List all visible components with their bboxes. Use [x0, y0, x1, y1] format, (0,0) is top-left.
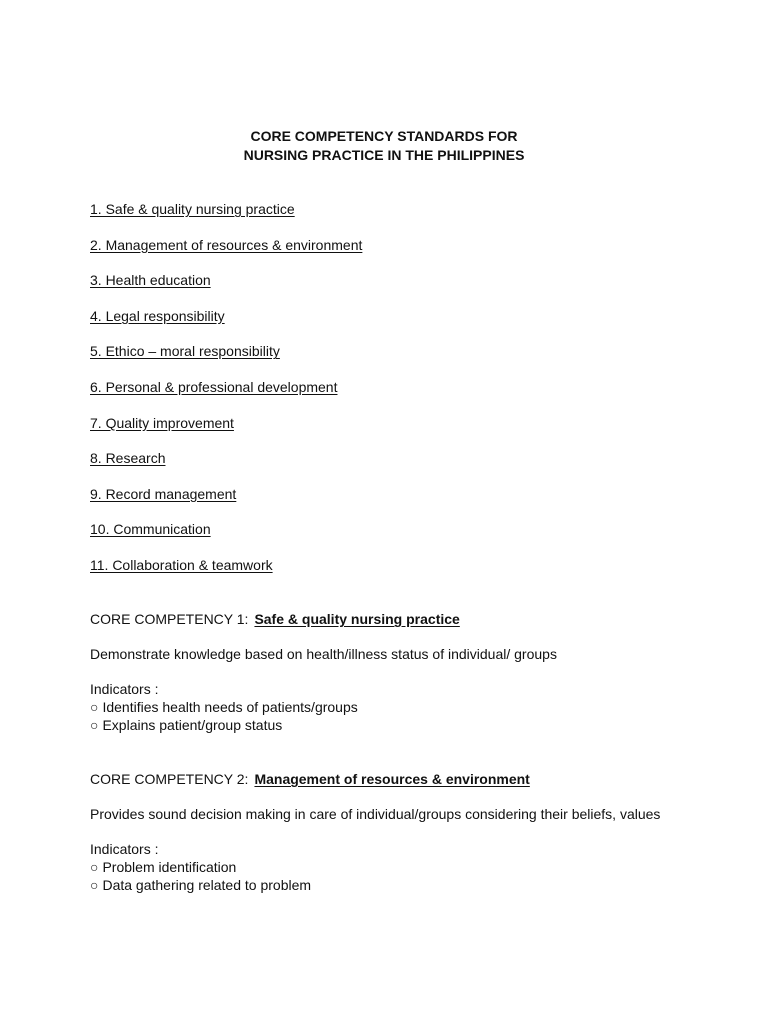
- toc-item: [90, 414, 362, 450]
- indicators-label: Indicators :: [90, 681, 159, 697]
- document-title-line-2: NURSING PRACTICE IN THE PHILIPPINES: [243, 147, 525, 163]
- competency-description: Demonstrate knowledge based on health/illness status of individual/ groups: [90, 646, 557, 662]
- toc-item: [90, 307, 362, 343]
- circle-bullet-icon: ○: [90, 859, 99, 875]
- toc-item: [90, 200, 362, 236]
- competency-heading: [90, 770, 690, 788]
- indicator-text: Explains patient/group status: [102, 717, 283, 733]
- indicator-item: [90, 858, 690, 876]
- toc-link-ethico-moral[interactable]: 5. Ethico – moral responsibility: [90, 343, 280, 360]
- indicators-label: Indicators :: [90, 841, 159, 857]
- competency-title: Management of resources & environment: [254, 771, 530, 787]
- circle-bullet-icon: ○: [90, 699, 99, 715]
- competency-section-2: [90, 770, 690, 894]
- toc-link-health-education[interactable]: 3. Health education: [90, 272, 211, 289]
- circle-bullet-icon: ○: [90, 877, 99, 893]
- toc-link-management-resources[interactable]: 2. Management of resources & environment: [90, 236, 363, 253]
- indicator-item: [90, 876, 690, 894]
- toc-link-quality-improvement[interactable]: 7. Quality improvement: [90, 414, 234, 431]
- document-title-line-1: CORE COMPETENCY STANDARDS FOR: [250, 128, 518, 144]
- toc-link-collaboration[interactable]: 11. Collaboration & teamwork: [90, 556, 273, 573]
- indicator-item: [90, 716, 690, 734]
- toc-link-legal-responsibility[interactable]: 4. Legal responsibility: [90, 307, 225, 324]
- competency-label: CORE COMPETENCY 1:: [90, 611, 249, 627]
- toc-item: [90, 236, 362, 272]
- competency-heading: [90, 610, 690, 628]
- table-of-contents: [90, 200, 362, 592]
- toc-item: [90, 485, 362, 521]
- competency-label: CORE COMPETENCY 2:: [90, 771, 249, 787]
- toc-item: [90, 520, 362, 556]
- toc-link-record-management[interactable]: 9. Record management: [90, 485, 237, 502]
- competency-title: Safe & quality nursing practice: [254, 611, 460, 627]
- indicator-text: Identifies health needs of patients/groups: [102, 699, 358, 715]
- toc-item: [90, 556, 362, 592]
- toc-item: [90, 342, 362, 378]
- toc-link-safe-quality[interactable]: 1. Safe & quality nursing practice: [90, 201, 295, 217]
- indicator-text: Problem identification: [102, 859, 237, 875]
- toc-link-communication[interactable]: 10. Communication: [90, 521, 211, 538]
- toc-item: [90, 449, 362, 485]
- competency-section-1: [90, 610, 690, 734]
- circle-bullet-icon: ○: [90, 717, 99, 733]
- toc-item: [90, 378, 362, 414]
- indicator-item: [90, 698, 690, 716]
- competency-description: Provides sound decision making in care of individual/groups considering their beliefs, values: [90, 806, 661, 822]
- toc-link-personal-professional[interactable]: 6. Personal & professional development: [90, 378, 338, 395]
- toc-link-research[interactable]: 8. Research: [90, 450, 166, 467]
- indicator-text: Data gathering related to problem: [102, 877, 312, 893]
- toc-item: [90, 271, 362, 307]
